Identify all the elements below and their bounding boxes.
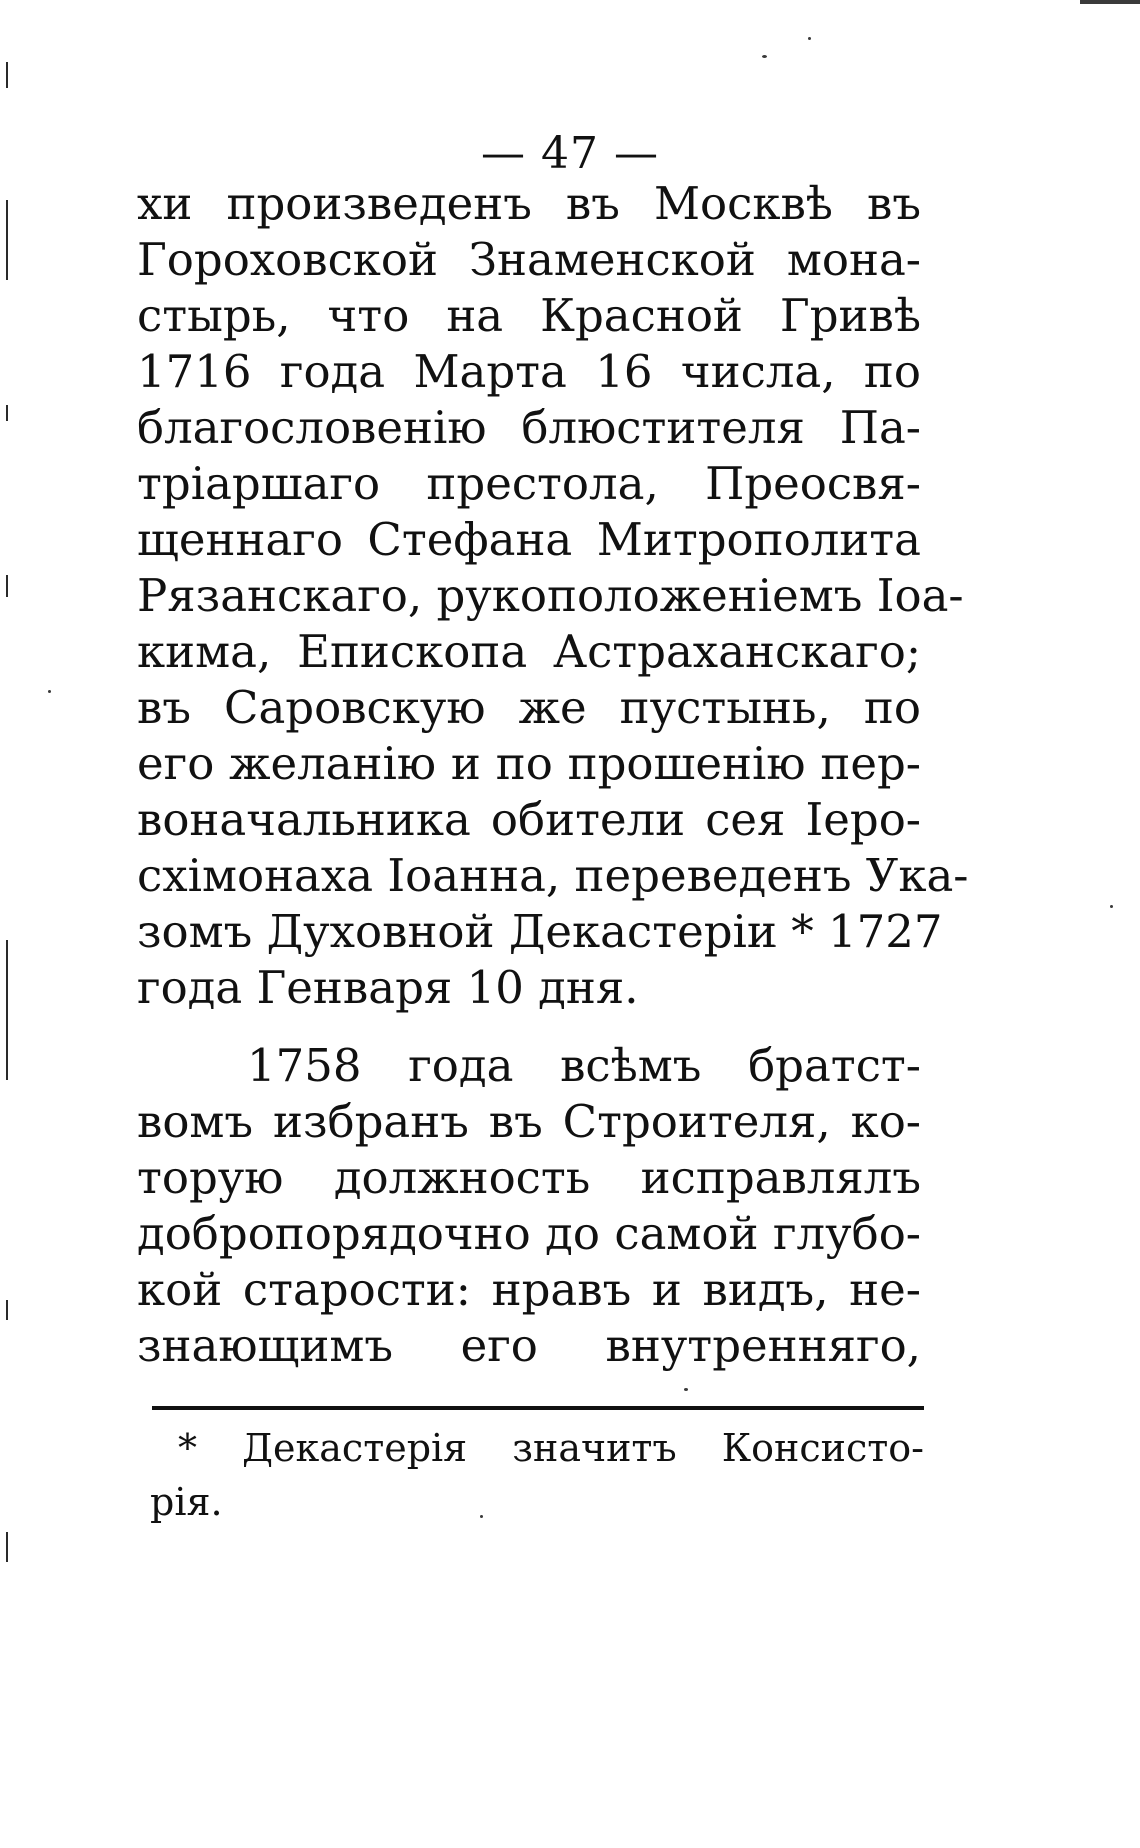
- text-line: воначальника обители сея Іеро-: [137, 793, 921, 846]
- text-line: 1716 года Марта 16 числа, по: [137, 345, 921, 398]
- text-line: торую должность исправлялъ: [137, 1151, 921, 1204]
- text-line: кима, Епископа Астраханскаго;: [137, 625, 921, 678]
- text-line: 1758 года всѣмъ братст-: [247, 1039, 921, 1092]
- scan-speck: [762, 55, 767, 58]
- text-line: въ Саровскую же пустынь, по: [137, 681, 921, 734]
- text-line: схімонаха Іоанна, переведенъ Ука-: [137, 849, 969, 902]
- scan-edge-mark: [6, 940, 8, 1080]
- scan-edge-mark: [1080, 0, 1140, 4]
- text-line: кой старости: нравъ и видъ, не-: [137, 1263, 921, 1316]
- scan-edge-mark: [6, 1300, 8, 1320]
- text-line: тріаршаго престола, Преосвя-: [137, 457, 921, 510]
- text-line: года Генваря 10 дня.: [137, 961, 639, 1014]
- footnote-divider: [152, 1406, 924, 1410]
- scan-speck: [1110, 905, 1113, 908]
- text-line: Гороховской Знаменской мона-: [137, 233, 921, 286]
- paragraph-2: [137, 1038, 921, 1374]
- paragraph-1: [137, 176, 969, 1016]
- footnote-line: * Декастерія значитъ Консисто-: [178, 1426, 924, 1470]
- text-line: стырь, что на Красной Гривѣ: [137, 289, 921, 342]
- scan-edge-mark: [6, 405, 8, 421]
- scan-edge-mark: [6, 200, 8, 280]
- text-line: Рязанскаго, рукоположеніемъ Іоа-: [137, 569, 964, 622]
- text-line: вомъ избранъ въ Строителя, ко-: [137, 1095, 921, 1148]
- scan-speck: [808, 37, 811, 40]
- footnote: [150, 1421, 924, 1529]
- page-number: — 47 —: [481, 128, 659, 179]
- text-line: знающимъ его внутренняго,: [137, 1319, 921, 1372]
- scan-speck: [48, 690, 51, 693]
- footnote-line: рія.: [150, 1480, 223, 1524]
- text-line: добропорядочно до самой глубо-: [137, 1207, 921, 1260]
- scan-speck: [684, 1388, 688, 1391]
- scan-edge-mark: [6, 1532, 8, 1562]
- text-line: хи произведенъ въ Москвѣ въ: [137, 177, 921, 230]
- text-line: его желанію и по прошенію пер-: [137, 737, 921, 790]
- scan-edge-mark: [6, 575, 8, 597]
- text-line: зомъ Духовной Декастеріи * 1727: [137, 905, 943, 958]
- text-line: благословенію блюстителя Па-: [137, 401, 921, 454]
- text-line: щеннаго Стефана Митрополита: [137, 513, 921, 566]
- scan-edge-mark: [6, 62, 8, 88]
